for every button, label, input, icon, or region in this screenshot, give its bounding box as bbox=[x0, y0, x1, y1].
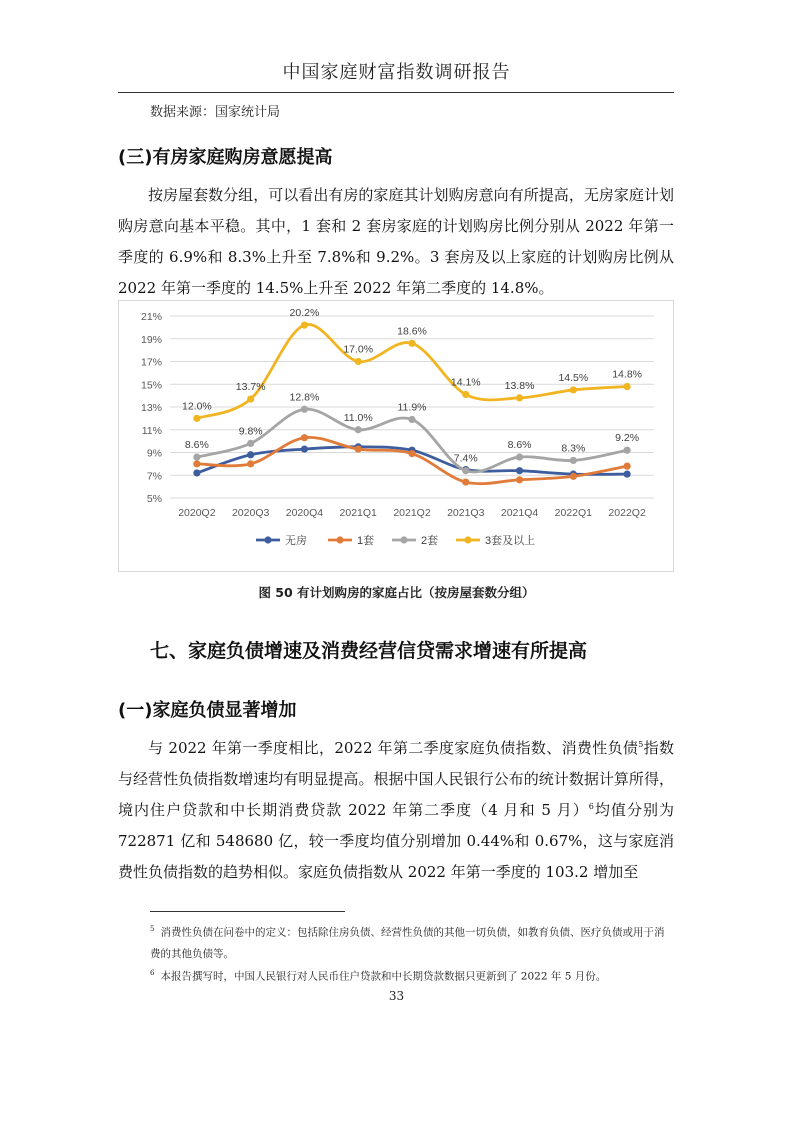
data-point-1-0 bbox=[193, 460, 200, 467]
data-label-2-7: 8.3% bbox=[561, 442, 586, 455]
y-tick-label: 21% bbox=[140, 311, 162, 323]
data-point-0-2 bbox=[301, 445, 308, 452]
section-1-text-part1: 与 2022 年第一季度相比，2022 年第二季度家庭负债指数、消费性负债 bbox=[148, 739, 639, 757]
data-point-1-2 bbox=[301, 434, 308, 441]
data-label-3-1: 13.7% bbox=[235, 381, 266, 394]
y-tick-label: 13% bbox=[140, 402, 162, 414]
y-tick-label: 9% bbox=[146, 447, 162, 460]
data-point-0-8 bbox=[624, 471, 631, 478]
data-point-2-1 bbox=[247, 440, 254, 447]
data-point-2-2 bbox=[301, 406, 308, 413]
data-label-3-4: 18.6% bbox=[397, 325, 427, 338]
data-point-3-2 bbox=[301, 322, 308, 329]
data-label-2-1: 9.8% bbox=[238, 425, 263, 438]
data-label-2-6: 8.6% bbox=[507, 439, 532, 452]
data-label-3-2: 20.2% bbox=[289, 307, 320, 320]
legend-label-0: 无房 bbox=[285, 535, 307, 547]
y-tick-label: 17% bbox=[140, 356, 162, 369]
data-label-2-8: 9.2% bbox=[615, 432, 640, 445]
y-tick-label: 11% bbox=[141, 424, 162, 437]
legend-swatch-dot-2 bbox=[400, 536, 407, 543]
x-tick-label: 2021Q3 bbox=[447, 507, 485, 519]
x-tick-label: 2020Q3 bbox=[231, 507, 270, 519]
data-point-2-0 bbox=[193, 453, 200, 460]
data-point-2-4 bbox=[408, 416, 415, 423]
data-point-3-6 bbox=[516, 394, 523, 401]
header-rule bbox=[118, 92, 674, 93]
data-point-2-5 bbox=[462, 467, 469, 474]
x-tick-label: 2021Q1 bbox=[339, 507, 377, 519]
legend-swatch-dot-3 bbox=[464, 536, 471, 543]
x-tick-label: 2022Q2 bbox=[608, 507, 646, 519]
footnote-rule bbox=[150, 911, 345, 912]
y-tick-label: 19% bbox=[140, 333, 162, 346]
data-point-1-4 bbox=[408, 450, 415, 457]
data-point-3-1 bbox=[247, 395, 254, 402]
data-point-2-7 bbox=[570, 457, 577, 464]
data-point-0-1 bbox=[247, 451, 254, 458]
x-tick-label: 2020Q4 bbox=[285, 507, 324, 519]
data-point-3-5 bbox=[462, 391, 469, 398]
x-tick-label: 2021Q2 bbox=[393, 507, 431, 519]
y-tick-label: 5% bbox=[146, 493, 162, 505]
data-point-1-8 bbox=[624, 463, 631, 470]
data-label-2-2: 12.8% bbox=[289, 391, 320, 404]
data-point-3-0 bbox=[193, 415, 200, 422]
x-tick-label: 2021Q4 bbox=[500, 507, 539, 519]
chart-border bbox=[119, 301, 674, 572]
data-point-3-4 bbox=[408, 340, 415, 347]
legend-swatch-dot-0 bbox=[264, 536, 271, 543]
section-1-text-part2: 指数与经营性负债指数增速均有明显提高。根据中国人民银行公布的统计数据计算所得，境内住户贷款和中长期消费贷款 2022 年第二季度（4 月和 5 月） bbox=[118, 739, 674, 819]
footnote-6-text: 本报告撰写时，中国人民银行对人民币住户贷款和中长期贷款数据只更新到了 2022 年 5 月份。 bbox=[160, 970, 607, 983]
section-1-text-part3: 均值分别为 722871 亿和 548680 亿，较一季度均值分别增加 0.44%和 0.67%，这与家庭消费性负债指数的趋势相似。家庭负债指数从 2022 年第一季度的 103.2 增加至 bbox=[118, 801, 674, 881]
legend-label-3: 3套及以上 bbox=[485, 535, 536, 547]
footnote-5-text: 消费性负债在问卷中的定义：包括除住房负债、经营性负债的其他一切负债，如教育负债、医疗负债或用于消费的其他负债等。 bbox=[150, 926, 665, 960]
y-tick-label: 7% bbox=[146, 470, 162, 483]
data-label-3-8: 14.8% bbox=[612, 368, 643, 381]
data-label-2-0: 8.6% bbox=[184, 439, 209, 452]
page-number: 33 bbox=[388, 989, 405, 1003]
line-chart-svg bbox=[118, 300, 674, 572]
footnote-6-mark: 6 bbox=[150, 969, 155, 977]
data-point-1-3 bbox=[355, 445, 362, 452]
data-point-1-6 bbox=[516, 476, 523, 483]
data-point-0-6 bbox=[516, 467, 523, 474]
data-point-2-8 bbox=[624, 447, 631, 454]
data-point-3-3 bbox=[355, 358, 362, 365]
data-label-2-4: 11.9% bbox=[397, 401, 427, 414]
header-title: 中国家庭财富指数调研报告 bbox=[282, 62, 511, 83]
y-tick-label: 15% bbox=[140, 379, 162, 392]
footnote-5 bbox=[150, 919, 674, 965]
footnote-6 bbox=[150, 963, 674, 988]
data-point-2-3 bbox=[355, 426, 362, 433]
data-point-3-7 bbox=[570, 386, 577, 393]
data-label-3-5: 14.1% bbox=[450, 376, 481, 389]
chapter-7-heading: 七、家庭负债增速及消费经营信贷需求增速有所提高 bbox=[150, 640, 588, 662]
legend-swatch-dot-1 bbox=[336, 536, 343, 543]
data-point-1-7 bbox=[570, 473, 577, 480]
footnote-ref-5[interactable]: 5 bbox=[638, 740, 644, 749]
figure-caption: 图 50 有计划购房的家庭占比（按房屋套数分组） bbox=[258, 585, 535, 600]
data-label-2-3: 11.0% bbox=[343, 411, 373, 424]
legend-label-1: 1套 bbox=[357, 535, 375, 547]
line-chart bbox=[118, 300, 674, 572]
data-label-2-5: 7.4% bbox=[453, 452, 478, 465]
data-label-3-7: 14.5% bbox=[558, 371, 589, 384]
data-point-1-1 bbox=[247, 460, 254, 467]
data-point-2-6 bbox=[516, 453, 523, 460]
footnote-5-mark: 5 bbox=[150, 925, 155, 933]
footnote-ref-6[interactable]: 6 bbox=[588, 802, 594, 811]
data-label-3-6: 13.8% bbox=[504, 379, 535, 392]
data-point-1-5 bbox=[462, 478, 469, 485]
section-3-paragraph: 按房屋套数分组，可以看出有房的家庭其计划购房意向有所提高，无房家庭计划购房意向基本平稳。其中，1 套和 2 套房家庭的计划购房比例分别从 2022 年第一季度的 6.9%和 8.3%上升至 7.8%和 9.2%。3 套房及以上家庭的计划购房比例从 2022 年第一季度的 14.5%上升至 2022 年第二季度的 14.8%。 bbox=[118, 186, 674, 297]
x-tick-label: 2020Q2 bbox=[178, 507, 216, 519]
data-label-3-3: 17.0% bbox=[343, 343, 374, 356]
data-label-3-0: 12.0% bbox=[181, 400, 212, 413]
legend-label-2: 2套 bbox=[421, 535, 439, 547]
section-3-heading: (三)有房家庭购房意愿提高 bbox=[118, 147, 333, 168]
section-1-heading: (一)家庭负债显著增加 bbox=[118, 700, 297, 721]
source-note: 数据来源：国家统计局 bbox=[150, 105, 281, 120]
section-1-paragraph bbox=[118, 733, 674, 888]
data-point-0-0 bbox=[193, 469, 200, 476]
x-tick-label: 2022Q1 bbox=[554, 507, 593, 519]
data-point-3-8 bbox=[624, 383, 631, 390]
